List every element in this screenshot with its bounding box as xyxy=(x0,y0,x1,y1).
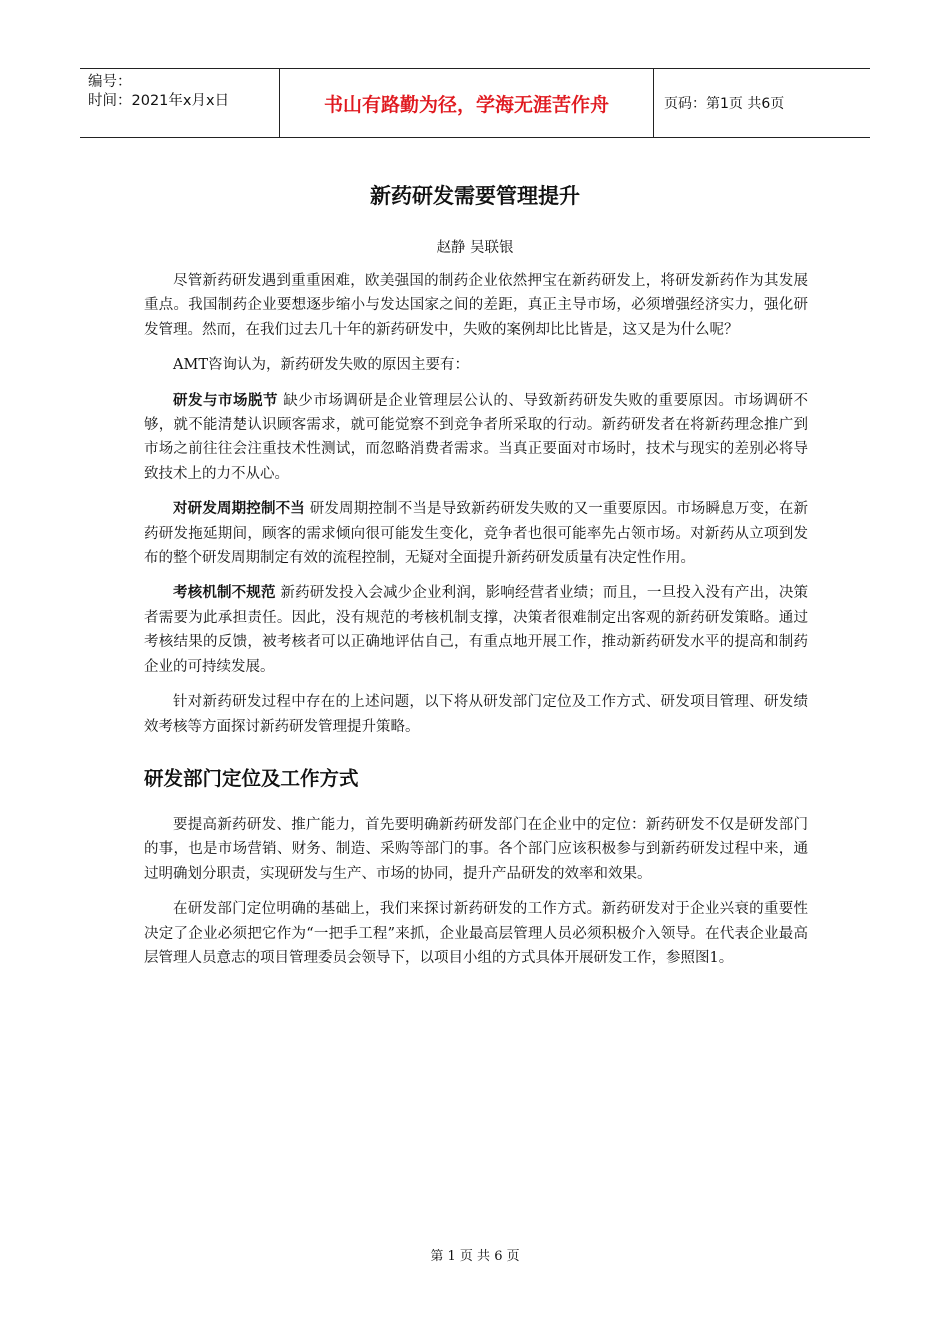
document-header xyxy=(80,68,870,138)
document-time-label: 时间：2021年x月x日 xyxy=(88,93,230,109)
header-page-info: 页码：第1页 共6页 xyxy=(664,96,785,112)
paragraph-intro: 尽管新药研发遇到重重困难，欧美强国的制药企业依然押宝在新药研发上，将研发新药作为其发展重点。我国制药企业要想逐步缩小与发达国家之间的差距，真正主导市场，必须增强经济实力，强化研发管理。然而，在我们过去几十年的新药研发中，失败的案例却比比皆是，这又是为什么呢？ xyxy=(144,273,808,338)
paragraph-section-2: 在研发部门定位明确的基础上，我们来探讨新药研发的工作方式。新药研发对于企业兴衰的重要性决定了企业必须把它作为“一把手工程”来抓，企业最高层管理人员必须积极介入领导。在代表企业最高层管理人员意志的项目管理委员会领导下，以项目小组的方式具体开展研发工作，参照图1。 xyxy=(144,901,808,966)
paragraph-lead: 研发与市场脱节 xyxy=(173,392,279,409)
paragraph-cycle-control: 对研发周期控制不当 研发周期控制不当是导致新药研发失败的又一重要原因。市场瞬息万变，在新药研发拖延期间，顾客的需求倾向很可能发生变化，竞争者也很可能率先占领市场。对新药从立项到发布的整个研发周期制定有效的流程控制，无疑对全面提升新药研发质量有决定性作用。 xyxy=(144,501,809,567)
article-title: 新药研发需要管理提升 xyxy=(370,184,580,208)
paragraph-assessment: 考核机制不规范 新药研发投入会减少企业利润，影响经营者业绩；而且，一旦投入没有产出，决策者需要为此承担责任。因此，没有规范的考核机制支撑，决策者很难制定出客观的新药研发策略。通过考核结果的反馈，被考核者可以正确地评估自己，有重点地开展工作，推动新药研发水平的提高和制药企业的可持续发展。 xyxy=(144,585,809,675)
section-heading: 研发部门定位及工作方式 xyxy=(144,766,359,790)
article-body xyxy=(144,269,808,981)
paragraph-lead: 对研发周期控制不当 xyxy=(173,501,305,518)
paragraph-lead: 考核机制不规范 xyxy=(173,585,276,602)
header-motto: 书山有路勤为径，学海无涯苦作舟 xyxy=(280,69,654,137)
paragraph-strategy-intro: 针对新药研发过程中存在的上述问题，以下将从研发部门定位及工作方式、研发项目管理、研发绩效考核等方面探讨新药研发管理提升策略。 xyxy=(144,694,808,735)
paragraph-section-1: 要提高新药研发、推广能力，首先要明确新药研发部门在企业中的定位：新药研发不仅是研发部门的事，也是市场营销、财务、制造、采购等部门的事。各个部门应该积极参与到新药研发过程中来，通过明确划分职责，实现研发与生产、市场的协同，提升产品研发的效率和效果。 xyxy=(144,816,808,882)
paragraph-causes-intro: AMT咨询认为，新药研发失败的原因主要有： xyxy=(173,357,469,374)
paragraph-market-disconnect: 研发与市场脱节 缺少市场调研是企业管理层公认的、导致新药研发失败的重要原因。市场调研不够，就不能清楚认识顾客需求，就可能觉察不到竞争者所采取的行动。新药研发者在将新药理念推广到市场之前往往会注重技术性测试，而忽略消费者需求。当真正要面对市场时，技术与现实的差别必将导致技术上的力不从心。 xyxy=(144,392,809,482)
header-meta xyxy=(80,69,280,137)
page-footer: 第 1 页 共 6 页 xyxy=(430,1249,520,1264)
article-authors: 赵静 吴联银 xyxy=(436,240,514,256)
document-number-label: 编号： xyxy=(88,74,132,90)
